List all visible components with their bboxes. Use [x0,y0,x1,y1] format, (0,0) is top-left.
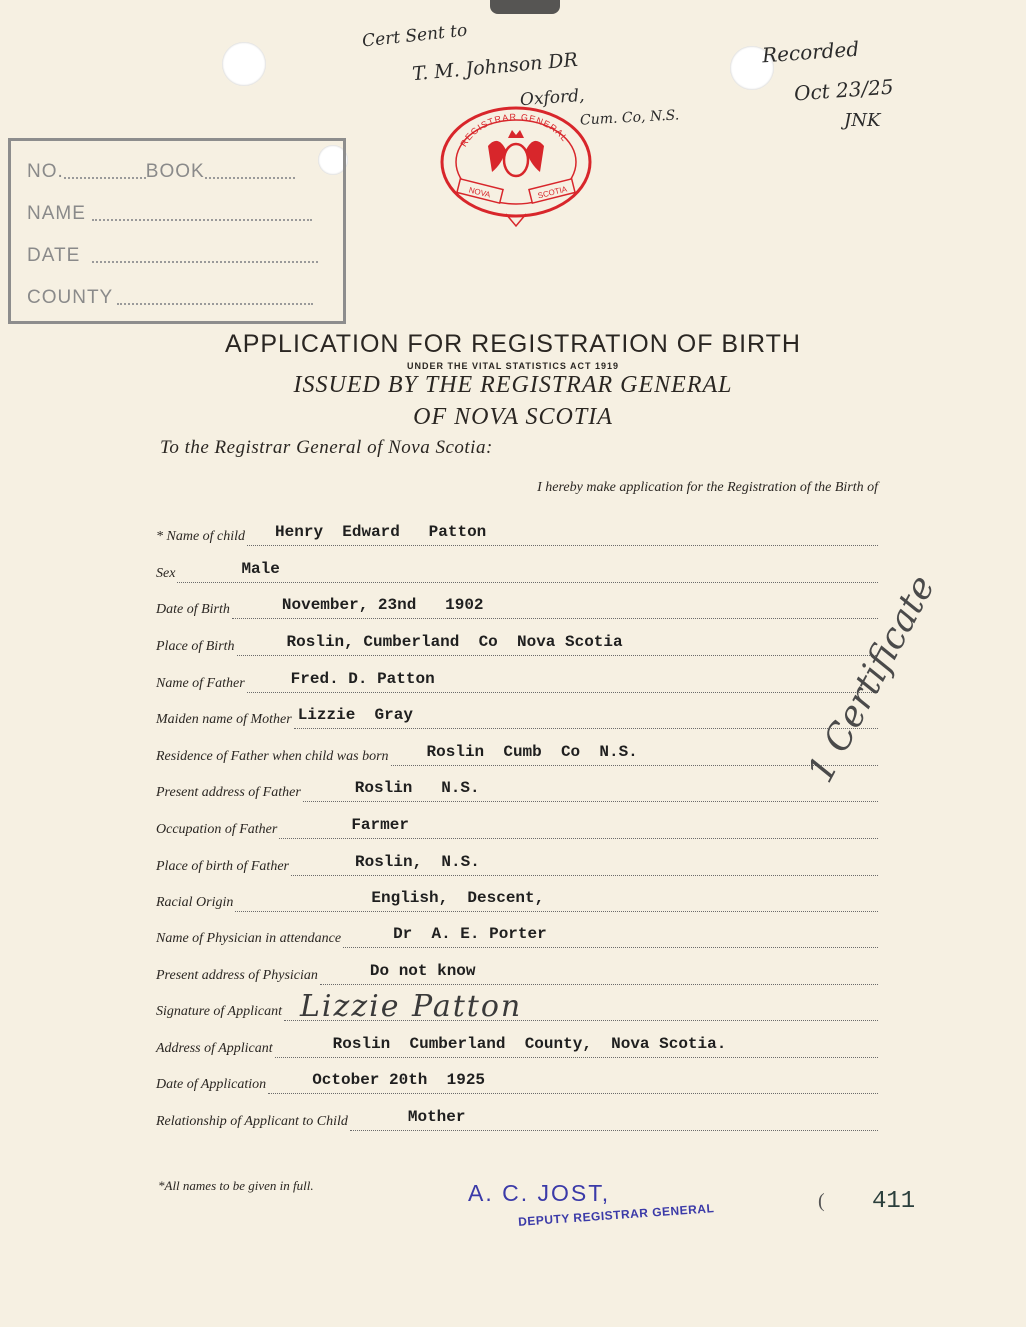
field-value: Fred. D. Patton [290,670,435,688]
seal-lion-icon [526,141,544,172]
field-label: Place of Birth [156,639,235,654]
field-value: October 20th 1925 [312,1071,486,1089]
field-address-of-applicant [156,1032,878,1058]
seal-shield [504,144,528,176]
form-title: APPLICATION FOR REGISTRATION OF BIRTH [225,330,801,358]
salutation: To the Registrar General of Nova Scotia: [160,437,493,458]
seal-top-text: REGISTRAR GENERAL [458,111,571,149]
annotation-county: Cum. Co, N.S. [579,107,680,129]
field-value: Roslin Cumberland County, Nova Scotia. [332,1035,727,1053]
field-label: Signature of Applicant [156,1004,282,1019]
field-label: Place of birth of Father [156,859,289,874]
stamp-row-date [27,245,318,267]
field-value: Farmer [351,816,409,834]
field-line [268,1067,878,1094]
field-label: Name of Physician in attendance [156,931,342,946]
field-line [235,885,878,912]
field-date-of-birth [156,593,878,619]
field-place-of-birth [156,630,878,656]
field-line [232,592,878,619]
issued-by-line-2: OF NOVA SCOTIA [413,404,613,430]
seal-crown-icon [508,130,524,138]
field-name-of-physician [156,922,878,948]
punch-hole-left [222,42,266,86]
field-value: Mother [407,1108,466,1126]
registry-stamp-box [8,138,346,324]
annotation-recipient: T. M. Johnson DR [411,48,579,86]
field-present-address-of-father [156,776,878,802]
field-line [294,702,878,729]
stamp-title: DEPUTY REGISTRAR GENERAL [517,1201,715,1229]
stamp-book-line [205,177,295,179]
stamp-no-label: NO. [27,161,64,182]
issued-by-line-1: ISSUED BY THE REGISTRAR GENERAL [293,372,733,398]
field-maiden-name-of-mother [156,703,878,729]
annotation-recorded: Recorded [761,36,860,68]
field-value: Roslin, Cumberland Co Nova Scotia [286,633,623,651]
field-occupation-of-father [156,813,878,839]
field-label: Date of Application [156,1077,267,1092]
field-label: Present address of Father [156,785,301,800]
registrar-general-seal [438,104,594,228]
field-value: Roslin Cumb Co N.S. [426,743,638,761]
field-value: Lizzie Gray [297,706,413,724]
field-label: Occupation of Father [156,822,278,837]
field-line [284,989,878,1024]
field-line [279,812,878,839]
field-value: Male [241,560,280,578]
annotation-cert-sent: Cert Sent to [361,20,469,52]
field-place-of-birth-of-father [156,850,878,876]
intro-statement: I hereby make application for the Registration of the Birth of [537,480,878,495]
annotation-initials: JNK [844,110,881,131]
stamp-date-label: DATE [27,245,81,266]
field-label: Residence of Father when child was born [156,749,389,764]
field-date-of-application [156,1068,878,1094]
field-residence-of-father [156,740,878,766]
stamp-row-no [27,161,295,183]
field-label: Present address of Physician [156,968,318,983]
seal-unicorn-icon [488,141,506,172]
field-signature-of-applicant [156,989,878,1024]
footnote: *All names to be given in full. [158,1178,314,1193]
stamp-county-label: COUNTY [27,287,114,308]
field-value: Do not know [369,962,476,980]
field-value: Henry Edward Patton [275,523,487,541]
field-relationship-of-applicant [156,1105,878,1131]
file-number: 411 [872,1188,916,1215]
field-value: English, Descent, [371,889,545,907]
annotation-recorded-date: Oct 23/25 [793,74,895,106]
field-sex [156,557,878,583]
seal-outer-ring [442,108,590,216]
field-value: November, 23nd 1902 [281,596,484,614]
field-line [343,921,878,948]
field-label: Racial Origin [156,895,234,910]
field-name-of-father [156,667,878,693]
form-subtitle: UNDER THE VITAL STATISTICS ACT 1919 [406,361,620,371]
field-label: Address of Applicant [156,1041,273,1056]
field-value: Dr A. E. Porter [393,925,547,943]
stamp-date-line [92,261,318,263]
field-label: Date of Birth [156,602,230,617]
stamp-no-line [64,177,146,179]
field-value: Roslin, N.S. [354,853,480,871]
field-line [177,556,878,583]
applicant-signature: Lizzie Patton [300,989,523,1024]
field-label: Relationship of Applicant to Child [156,1114,348,1129]
stamp-county-line [117,303,313,305]
field-line [237,629,878,656]
field-value: Roslin N.S. [354,779,480,797]
stamp-name-label: NAME [27,203,86,224]
field-line [303,775,878,802]
annotation-town: Oxford, [519,85,586,111]
field-line [320,958,878,985]
field-racial-origin [156,886,878,912]
field-line [350,1104,878,1131]
field-label: Maiden name of Mother [156,712,292,727]
field-line [275,1031,878,1058]
field-line [291,849,878,876]
stamp-name: A. C. JOST, [468,1180,611,1206]
field-present-address-of-physician [156,959,878,985]
seal-left-text: NOVA [467,185,492,200]
field-label: Name of Father [156,676,245,691]
stamp-name-line [92,219,312,221]
stamp-row-name [27,203,312,225]
seal-right-text: SCOTIA [536,184,568,201]
field-label: * Name of child [156,529,246,544]
deputy-registrar-stamp [468,1180,715,1229]
file-mark-icon: ( [818,1190,825,1212]
field-name-of-child [156,520,878,546]
field-line [247,519,878,546]
field-label: Sex [156,566,176,581]
torn-corner [490,0,560,14]
margin-note-certificate: 1 Certificate [800,568,944,790]
stamp-row-county [27,287,313,309]
field-line [247,666,878,693]
stamp-book-label: BOOK [145,161,205,182]
